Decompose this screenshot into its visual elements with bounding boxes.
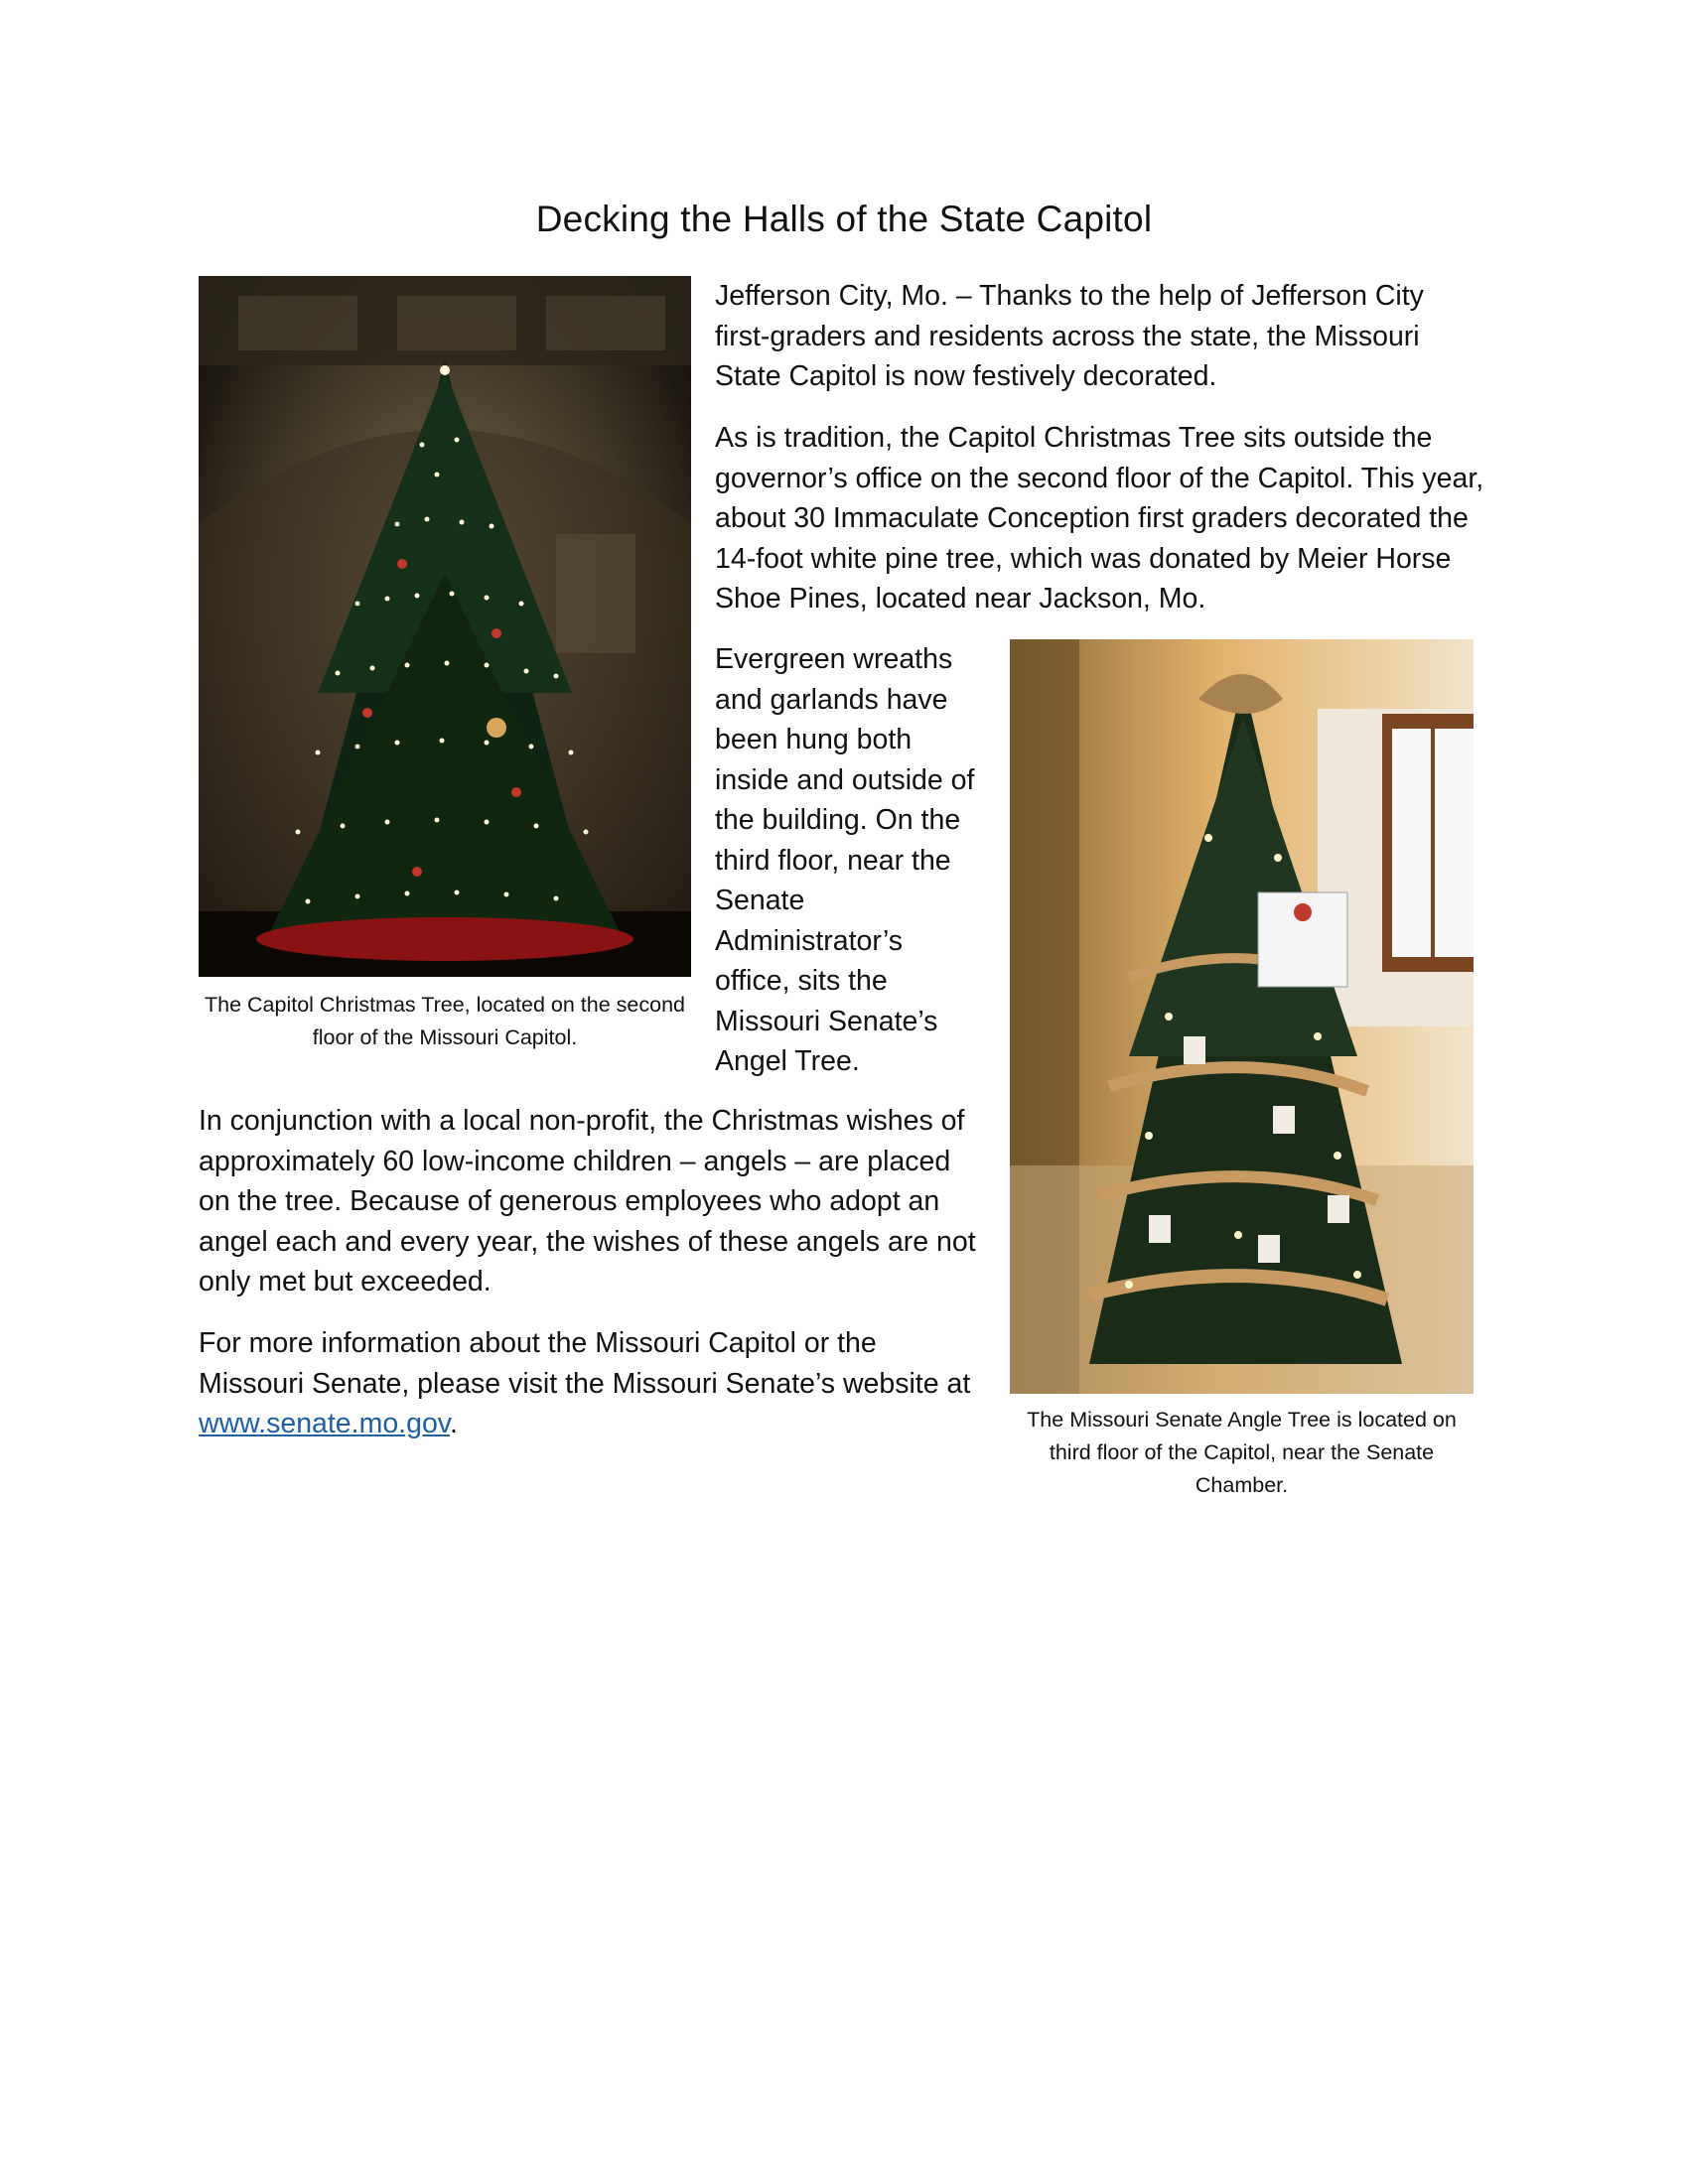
capitol-christmas-tree-photo (199, 276, 691, 977)
page-title: Decking the Halls of the State Capitol (535, 199, 1153, 239)
left-photo-caption: The Capitol Christmas Tree, located on the second floor of the Missouri Capitol. (204, 993, 685, 1049)
paragraph-tradition: As is tradition, the Capitol Christmas Tree sits outside the governor’s office on the second floor of the Capitol. This year, about 30 Immaculate Conception first graders decorated the 14-foot white pine tree, which was donated by Meier Horse Shoe Pines, located near Jackson, Mo. (715, 422, 1484, 614)
senate-angel-tree-photo (1010, 639, 1474, 1394)
more-info-text: For more information about the Missouri Capitol or the Missouri Senate, please visit the Missouri Senate’s website at (199, 1327, 971, 1400)
paragraph-more-info (199, 1323, 983, 1444)
more-info-end: . (449, 1408, 458, 1439)
right-photo-caption: The Missouri Senate Angle Tree is located on third floor of the Capitol, near the Senate Chamber. (1027, 1408, 1457, 1497)
paragraph-angels: In conjunction with a local non-profit, the Christmas wishes of approximately 60 low-income children – angels – are placed on the tree. Because of generous employees who adopt an angel each and every year, the wishes of these angels are not only met but exceeded. (199, 1105, 976, 1297)
senate-website-link[interactable]: www.senate.mo.gov (199, 1408, 450, 1439)
paragraph-wreaths: Evergreen wreaths and garlands have been hung both inside and outside of the building. On the third floor, near the Senate Administrator’s office, sits the Missouri Senate’s Angel Tree. (715, 643, 975, 1077)
paragraph-intro: Jefferson City, Mo. – Thanks to the help of Jefferson City first-graders and residents across the state, the Missouri State Capitol is now festively decorated. (715, 280, 1424, 392)
